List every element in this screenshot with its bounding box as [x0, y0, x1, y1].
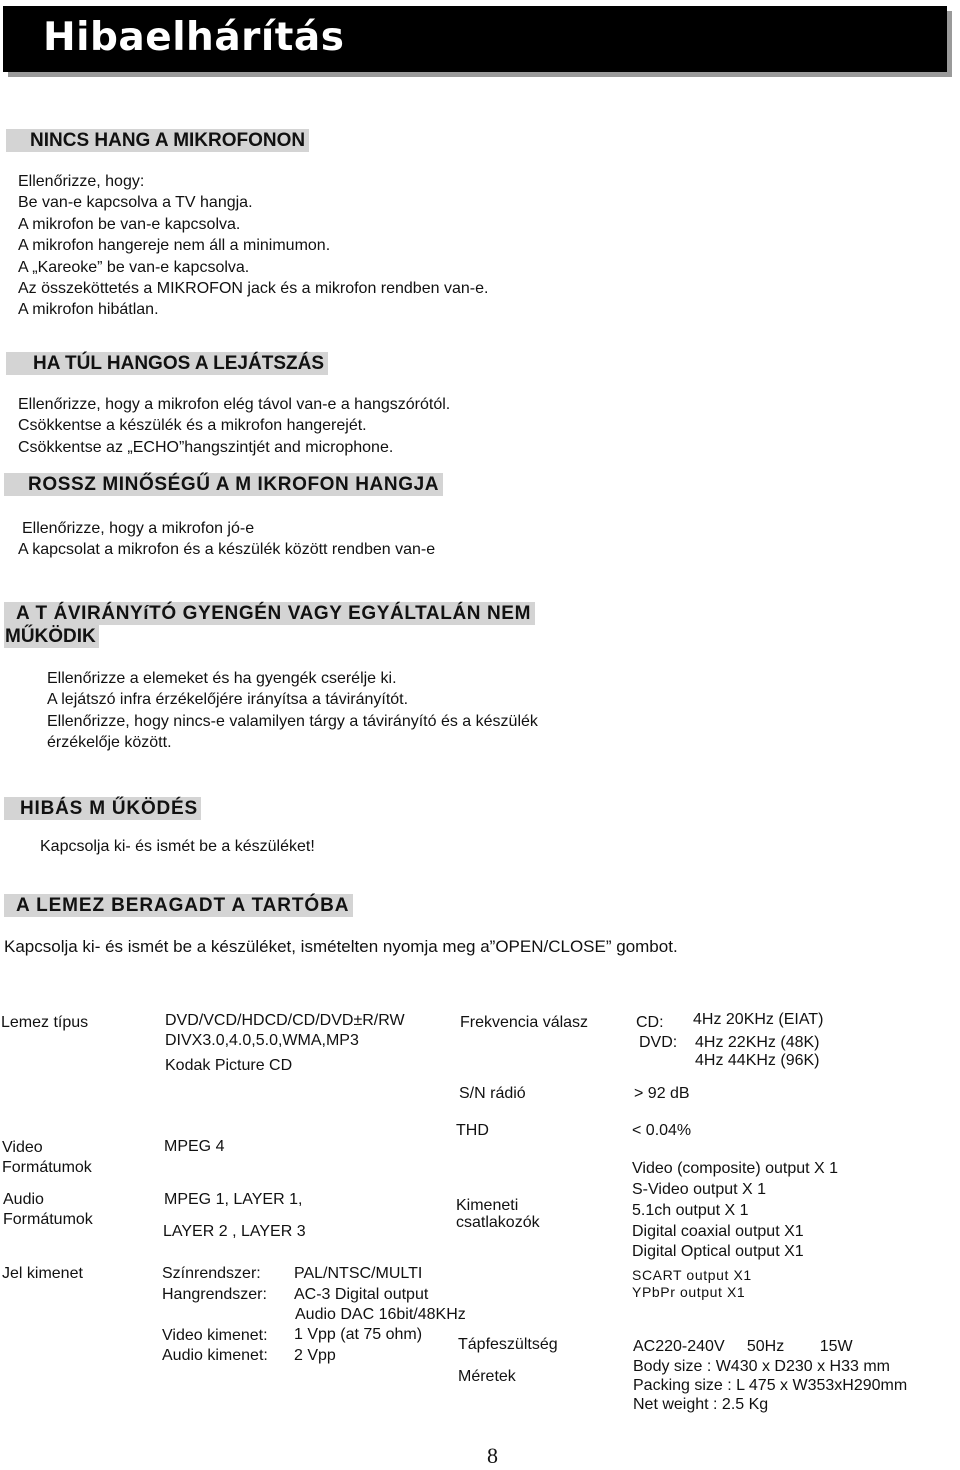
spec-label-audio-formats	[3, 1190, 93, 1229]
spec-key: Video kimenet:	[162, 1327, 268, 1344]
spec-value: AC-3 Digital output	[294, 1286, 429, 1303]
label-line: Kimeneti	[456, 1197, 519, 1214]
section-body	[47, 668, 538, 754]
text-line: A lejátszó infra érzékelőjére irányítsa a távirányítót.	[47, 691, 409, 709]
text-line: Csökkentse az „ECHO”hangszintjét and microphone.	[18, 438, 394, 456]
spec-value: 4Hz 20KHz (EIAT)	[693, 1011, 824, 1028]
spec-value: Packing size : L 475 x W353xH290mm	[633, 1377, 908, 1394]
text-line: Be van-e kapcsolva a TV hangja.	[18, 194, 253, 212]
section-body	[18, 394, 450, 458]
spec-value: < 0.04%	[632, 1122, 692, 1139]
spec-value: 1 Vpp (at 75 ohm)	[294, 1326, 423, 1343]
title-bar	[3, 6, 947, 72]
spec-value: Body size : W430 x D230 x H33 mm	[633, 1358, 890, 1375]
text-line: A mikrofon hangereje nem áll a minimumon.	[18, 237, 331, 255]
spec-label-thd: THD	[456, 1122, 489, 1139]
text-line: érzékelője között.	[47, 734, 172, 752]
spec-value: Kodak Picture CD	[165, 1057, 293, 1074]
section-disc-stuck	[4, 894, 353, 917]
section-too-loud	[6, 352, 328, 375]
spec-value: > 92 dB	[634, 1085, 690, 1102]
spec-label-outputs	[456, 1197, 540, 1231]
section-malfunction	[4, 797, 201, 820]
label-line: Video	[2, 1139, 43, 1156]
section-heading: A T ÁVIRÁNYíTÓ GYENGÉN VAGY EGYÁLTALÁN NEM	[4, 602, 535, 625]
text-line: Kapcsolja ki- és ismét be a készüléket, ismételten nyomja meg a”OPEN/CLOSE” gombot.	[4, 937, 678, 956]
section-heading: HIBÁS M ŰKÖDÉS	[4, 797, 201, 820]
section-body	[40, 836, 315, 857]
spec-value: MPEG 1, LAYER 1,	[164, 1191, 303, 1208]
text-line: A kapcsolat a mikrofon és a készülék között rendben van-e	[18, 541, 436, 558]
spec-label-video-formats	[2, 1138, 92, 1177]
spec-key: Hangrendszer:	[162, 1286, 267, 1303]
section-body	[4, 936, 678, 957]
page-number: 8	[487, 1443, 498, 1468]
section-heading: NINCS HANG A MIKROFONON	[6, 129, 309, 152]
text-line: Ellenőrizze, hogy:	[18, 173, 145, 190]
label-line: Formátumok	[2, 1158, 92, 1176]
spec-value: 4Hz 44KHz (96K)	[695, 1052, 820, 1069]
spec-value: YPbPr output X1	[632, 1284, 746, 1300]
spec-value: DIVX3.0,4.0,5.0,WMA,MP3	[165, 1032, 359, 1049]
text-line: A mikrofon be van-e kapcsolva.	[18, 215, 241, 233]
section-body	[18, 171, 488, 321]
spec-key: DVD:	[639, 1034, 678, 1051]
text-line: Ellenőrizze, hogy a mikrofon jó-e	[22, 520, 255, 537]
text-line: Az összeköttetés a MIKROFON jack és a mikrofon rendben van-e.	[18, 280, 489, 298]
text-line: A mikrofon hibátlan.	[18, 301, 159, 319]
spec-value: PAL/NTSC/MULTI	[294, 1265, 423, 1282]
label-line: Formátumok	[3, 1210, 93, 1228]
spec-label-freq-response: Frekvencia válasz	[460, 1014, 589, 1031]
spec-value: MPEG 4	[164, 1138, 225, 1155]
spec-key: Audio kimenet:	[162, 1347, 268, 1364]
spec-value: LAYER 2 , LAYER 3	[163, 1223, 306, 1240]
section-remote	[4, 602, 535, 648]
spec-label-power: Tápfeszültség	[458, 1336, 558, 1353]
spec-value: Audio DAC 16bit/48KHz	[295, 1306, 466, 1323]
spec-value: Digital Optical output X1	[632, 1243, 804, 1260]
spec-value: AC220-240V 50Hz 15W	[633, 1338, 853, 1355]
text-line: Csökkentse a készülék és a mikrofon hangerejét.	[18, 417, 367, 435]
label-line: csatlakozók	[456, 1214, 540, 1231]
spec-value: SCART output X1	[632, 1267, 752, 1283]
spec-key: CD:	[636, 1014, 664, 1031]
spec-value: S-Video output X 1	[632, 1181, 767, 1198]
section-body	[22, 518, 254, 539]
section-heading: A LEMEZ BERAGADT A TARTÓBA	[4, 894, 353, 917]
text-line: Ellenőrizze a elemeket és ha gyengék cserélje ki.	[47, 670, 397, 687]
spec-value: 2 Vpp	[294, 1347, 336, 1364]
spec-key: Színrendszer:	[162, 1265, 261, 1282]
spec-value: Net weight : 2.5 Kg	[633, 1396, 769, 1413]
spec-value: DVD/VCD/HDCD/CD/DVD±R/RW	[165, 1012, 405, 1029]
page-title: Hibaelhárítás	[43, 15, 345, 60]
spec-value: Video (composite) output X 1	[632, 1160, 839, 1177]
section-heading-cont: MŰKÖDIK	[4, 625, 99, 648]
spec-value: Digital coaxial output X1	[632, 1223, 804, 1240]
section-bad-quality	[4, 473, 443, 496]
spec-value: 5.1ch output X 1	[632, 1202, 749, 1219]
text-line: A „Kareoke” be van-e kapcsolva.	[18, 258, 250, 276]
section-body	[18, 539, 435, 560]
spec-label-disc-type: Lemez típus	[1, 1014, 89, 1031]
spec-value: 4Hz 22KHz (48K)	[695, 1034, 820, 1051]
spec-label-signal-output: Jel kimenet	[2, 1265, 83, 1282]
section-heading: ROSSZ MINŐSÉGŰ A M IKROFON HANGJA	[4, 473, 443, 496]
text-line: Ellenőrizze, hogy nincs-e valamilyen tárgy a távirányító és a készülék	[47, 712, 538, 730]
spec-label-sn: S/N rádió	[459, 1085, 526, 1102]
spec-label-dimensions: Méretek	[458, 1368, 516, 1385]
section-no-mic-sound	[6, 129, 309, 152]
text-line: Ellenőrizze, hogy a mikrofon elég távol van-e a hangszórótól.	[18, 396, 451, 413]
section-heading: HA TÚL HANGOS A LEJÁTSZÁS	[6, 352, 328, 375]
text-line: Kapcsolja ki- és ismét be a készüléket!	[40, 838, 315, 855]
label-line: Audio	[3, 1191, 44, 1208]
